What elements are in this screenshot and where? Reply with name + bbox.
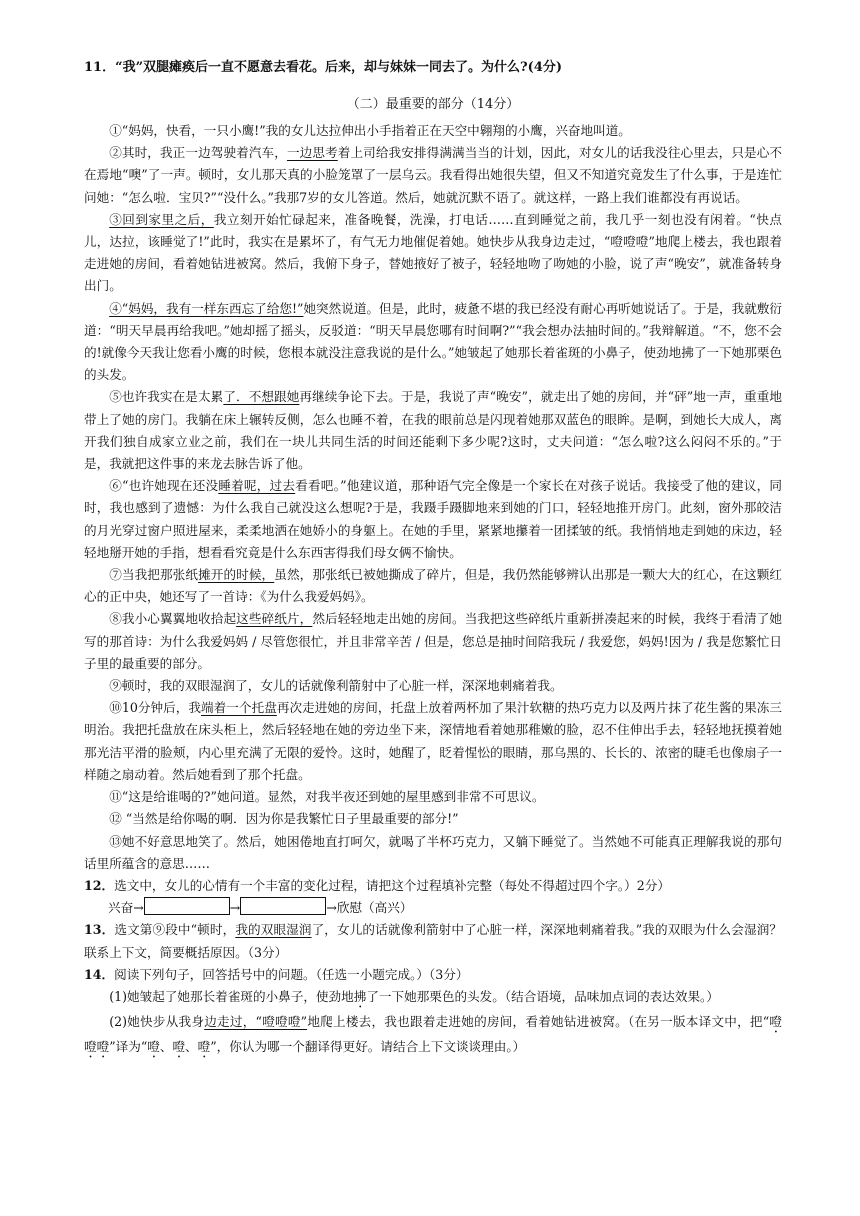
paragraph-4: ④“妈妈，我有一样东西忘了给您!”她突然说道。但是，此时，疲惫不堪的我已经没有耐心再听她说话了。于是，我就敷衍道：“明天早晨再给我吧。”她却摇了摇头，反驳道：“明天早晨您哪有时间啊?”“我会想办法抽时间的。”我辩解道。“不，您不会的!就像今天我让您看小鹰的时候，您根本就没注意我说的是什么。”她皱起了她那长着雀斑的小鼻子，使劲地拂了一下她那栗色的头发。 <box>84 300 782 383</box>
underlined-text: 端着一个托盘 <box>201 700 277 716</box>
mood-flow: 兴奋→ → →欣慰（高兴） <box>108 897 782 919</box>
paragraph-11: ⑪“这是给谁喝的?”她问道。显然，对我半夜还到她的屋里感到非常不可思议。 <box>109 789 545 805</box>
question-14: 14．阅读下列句子，回答括号中的问题。（任选一小题完成。）（3分） <box>84 966 469 982</box>
exam-page <box>84 56 782 1061</box>
underlined-text: 一边思考 <box>286 145 338 161</box>
paragraph-13: ⑬她不好意思地笑了。然后，她困倦地直打呵欠，就喝了半杯巧克力，又躺下睡觉了。当然她不可能真正理解我说的那句话里所蕴含的意思…… <box>84 833 782 871</box>
underlined-text: ③回到家里之后， <box>109 211 214 227</box>
underlined-text: 这些碎纸片， <box>236 611 313 627</box>
question-14-2: (2)她快步从我身边走过，“噔噔噔”地爬上楼去，我也跟着走进她的房间，看着她钻进被窝。（在另一版本译文中，把“噔噔噔”译为“噔、噔、噔”，你认为哪一个翻译得更好。请结合上下文谈谈理由。） <box>84 1013 783 1054</box>
paragraph-5: ⑤也许我实在是太累了．不想跟她再继续争论下去。于是，我说了声“晚安”，就走出了她的房间，并“砰”地一声，重重地带上了她的房门。我躺在床上辗转反侧，怎么也睡不着，在我的眼前总是闪现着她那双蓝色的眼眸。是啊，到她长大成人，离开我们独自成家立业之前，我们在一块儿共同生活的时间还能剩下多少呢?这时，丈夫问道：“怎么啦?这么闷闷不乐的。”于是，我就把这件事的来龙去脉告诉了他。 <box>84 389 782 472</box>
paragraph-10: ⑩10分钟后，我端着一个托盘再次走进她的房间，托盘上放着两杯加了果汁软糖的热巧克力以及两片抹了花生酱的果冻三明治。我把托盘放在床头柜上，然后轻轻地在她的旁边坐下来，深情地看着她那稚嫩的脸，忍不住伸出手去，轻轻地抚摸着她那光洁平滑的脸颊，内心里充满了无限的爱怜。这时，她醒了，眨着惺忪的眼睛，那乌黑的、长长的、浓密的睫毛也像扇子一样随之扇动着。然后她看到了那个托盘。 <box>84 700 783 782</box>
section-title: （二）最重要的部分（14分） <box>346 97 520 112</box>
question-14-1: (1)她皱起了她那长着雀斑的小鼻子，使劲地拂了一下她那栗色的头发。（结合语境，品味加点词的表达效果。） <box>109 988 719 1004</box>
underlined-text: 边走过，“噔噔噔” <box>204 1013 308 1029</box>
underlined-text: 摊开的时候， <box>198 567 275 583</box>
underlined-text: ④“妈妈，我有一样东西忘了给您!” <box>109 300 304 316</box>
paragraph-12: ⑫ “当然是给你喝的啊．因为你是我繁忙日子里最重要的部分!” <box>109 811 459 827</box>
answer-box-1[interactable] <box>144 897 230 915</box>
underlined-text: 了．不想跟她 <box>223 389 300 405</box>
underlined-text: 睡着呢，过去 <box>218 478 296 494</box>
dotted-word: 噔噔噔 <box>84 1013 783 1054</box>
question-11: 11．“我”双腿瘫痪后一直不愿意去看花。后来，却与妹妹一同去了。为什么?(4分) <box>84 60 563 75</box>
paragraph-3: ③回到家里之后，我立刻开始忙碌起来，准备晚餐，洗澡，打电话……直到睡觉之前，我几乎一刻也没有闲着。“快点儿，达拉，该睡觉了!”此时，我实在是累坏了，有气无力地催促着她。她快步从我身边走过，“噔噔噔”地爬上楼去，我也跟着走进她的房间，看着她钻进被窝。然后，我俯下身子，替她掖好了被子，轻轻地吻了吻她的小脸，说了声“晚安”，就准备转身出门。 <box>84 211 782 294</box>
paragraph-7: ⑦当我把那张纸摊开的时候，虽然，那张纸已被她撕成了碎片，但是，我仍然能够辨认出那是一颗大大的红心，在这颗红心的正中央，她还写了一首诗：《为什么我爱妈妈》。 <box>84 567 783 605</box>
paragraph-1: ①“妈妈，快看，一只小鹰!”我的女儿达拉伸出小手指着正在天空中翱翔的小鹰，兴奋地叫道。 <box>109 123 631 138</box>
answer-box-2[interactable] <box>240 897 326 915</box>
question-13: 13．选文第⑨段中“顿时，我的双眼湿润了，女儿的话就像利箭射中了心脏一样，深深地刺痛着我。”我的双眼为什么会湿润？联系上下文，简要概括原因。（3分） <box>84 922 782 960</box>
question-12: 12．选文中，女儿的心情有一个丰富的变化过程，请把这个过程填补完整（每处不得超过四个字。）2分） <box>84 877 670 893</box>
dotted-word: 拂 <box>353 988 367 1004</box>
dotted-word: 噔、噔、噔 <box>147 1038 211 1054</box>
paragraph-6: ⑥“也许她现在还没睡着呢，过去看看吧。”他建议道，那种语气完全像是一个家长在对孩子说话。我接受了他的建议，同时，我也感到了遗憾：为什么我自己就没这么想呢?于是，我蹑手蹑脚地来到她的门口，轻轻地推开房门。此刻，窗外那皎洁的月光穿过窗户照进屋来，柔柔地洒在她娇小的身躯上。在她的手里，紧紧地攥着一团揉皱的纸。我悄悄地走到她的床边，轻轻地掰开她的手指，想看看究竟是什么东西害得我们母女俩不愉快。 <box>84 478 783 560</box>
paragraph-9: ⑨顿时，我的双眼湿润了，女儿的话就像利箭射中了心脏一样，深深地刺痛着我。 <box>109 678 563 694</box>
paragraph-8: ⑧我小心翼翼地收拾起这些碎纸片，然后轻轻地走出她的房间。当我把这些碎纸片重新拼凑起来的时候，我终于看清了她写的那首诗：为什么我爱妈妈 / 尽管您很忙，并且非常辛苦 / 但是，您总是抽时间陪我玩 / 我爱您，妈妈!因为 / 我是您繁忙日子里的最重要的部分。 <box>84 611 783 671</box>
underlined-text: 我的双眼湿润 <box>235 922 312 938</box>
paragraph-2: ②其时，我正一边驾驶着汽车，一边思考着上司给我安排得满满当当的计划，因此，对女儿的话我没往心里去，只是心不在焉地“噢”了一声。顿时，女儿那天真的小脸笼罩了一层乌云。我看得出她很失望，但又不知道究竟发生了什么事，于是连忙问她：“怎么啦．宝贝?”“没什么。”我那7岁的女儿答道。然后，她就沉默不语了。就这样，一路上我们谁都没有再说话。 <box>84 145 783 205</box>
